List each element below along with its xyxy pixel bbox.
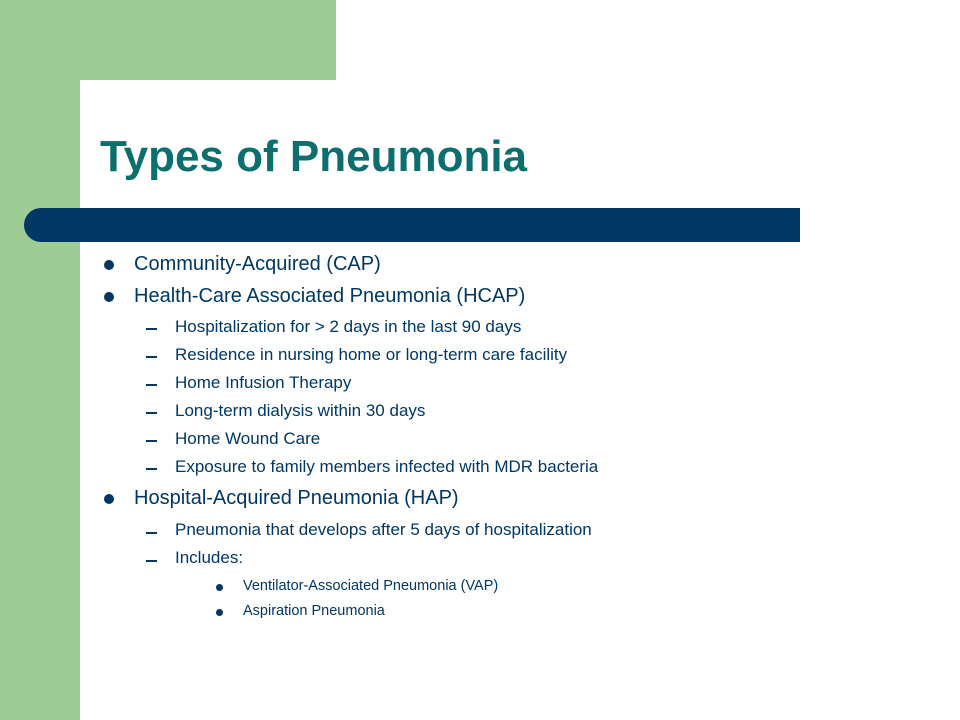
bullet-dot <box>104 292 114 302</box>
dash-marker <box>146 440 157 442</box>
dash-marker <box>146 328 157 330</box>
bullet-dot <box>216 584 223 591</box>
dash-marker <box>146 384 157 386</box>
dash-marker <box>146 532 157 534</box>
sub-sub-item: Ventilator-Associated Pneumonia (VAP) <box>243 578 499 594</box>
bullet-dot <box>104 494 114 504</box>
sub-item: Home Wound Care <box>175 429 321 448</box>
sub-sub-item: Aspiration Pneumonia <box>243 603 385 619</box>
sub-item: Pneumonia that develops after 5 days of hospitalization <box>175 520 592 539</box>
decorative-rounded-corner <box>80 80 140 140</box>
bullet-item-hcap: Health-Care Associated Pneumonia (HCAP) <box>134 285 526 307</box>
bullet-dot <box>216 609 223 616</box>
dash-marker <box>146 468 157 470</box>
sub-item: Includes: <box>175 548 244 567</box>
slide-title: Types of Pneumonia <box>100 132 528 181</box>
bullet-dot <box>104 260 114 270</box>
bullet-item-hap: Hospital-Acquired Pneumonia (HAP) <box>134 487 459 509</box>
sub-item: Exposure to family members infected with MDR bacteria <box>175 457 599 476</box>
title-underline-bar <box>24 208 800 242</box>
sub-item: Long-term dialysis within 30 days <box>175 401 426 420</box>
bullet-item-cap: Community-Acquired (CAP) <box>134 253 381 275</box>
sub-item: Hospitalization for > 2 days in the last 90 days <box>175 317 522 336</box>
decorative-green-header-block <box>0 0 336 80</box>
sub-item: Residence in nursing home or long-term care facility <box>175 345 568 364</box>
dash-marker <box>146 412 157 414</box>
dash-marker <box>146 560 157 562</box>
decorative-green-strip <box>0 0 80 720</box>
sub-item: Home Infusion Therapy <box>175 373 352 392</box>
dash-marker <box>146 356 157 358</box>
